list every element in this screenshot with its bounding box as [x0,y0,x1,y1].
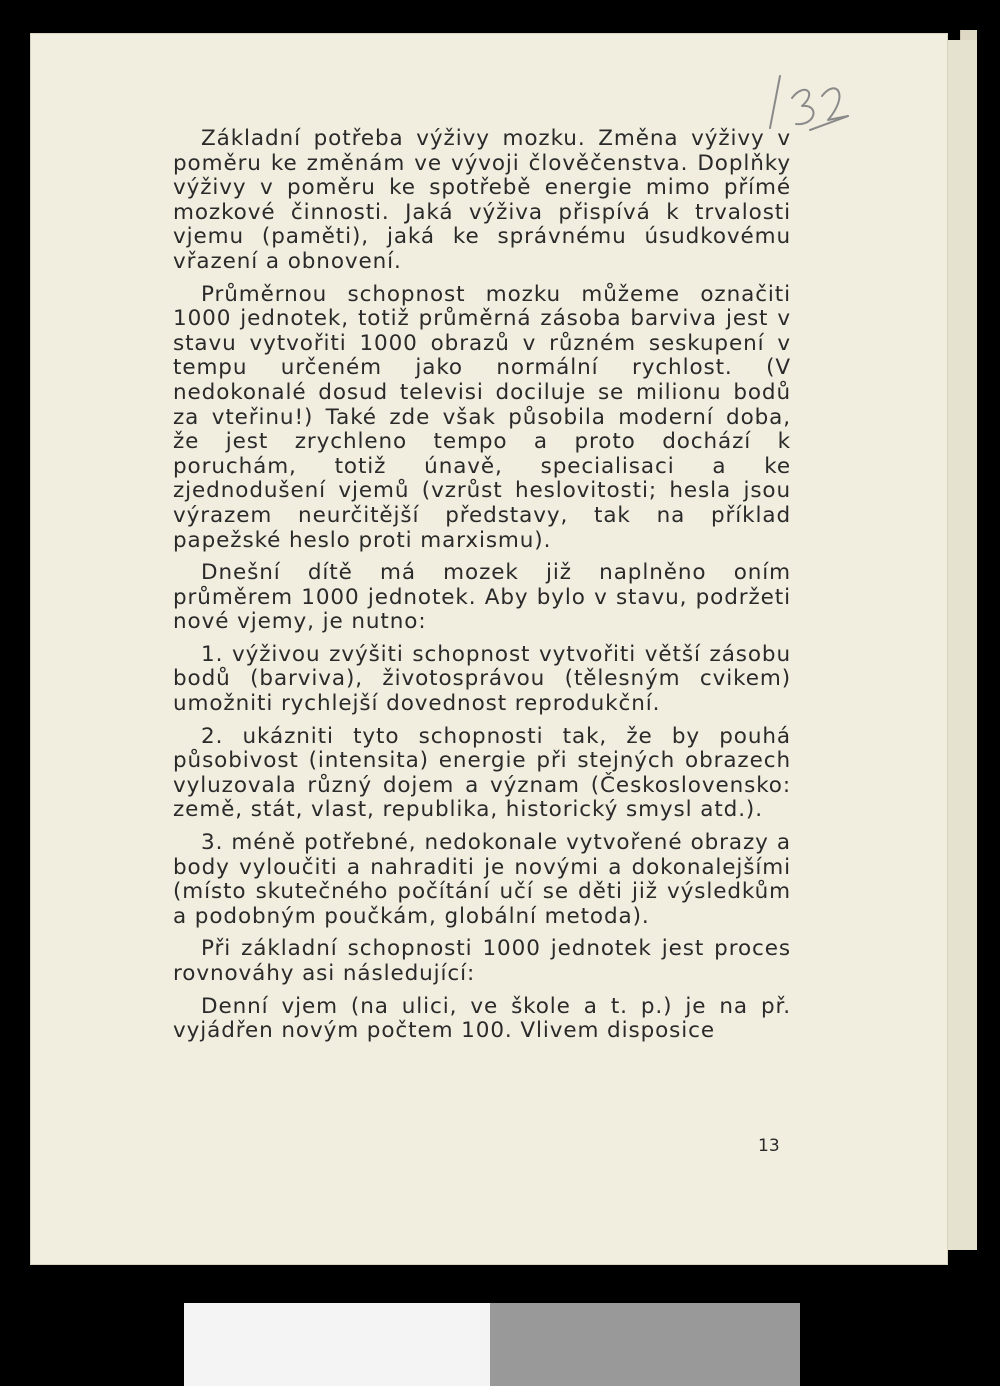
page-number: 13 [758,1136,780,1156]
paragraph-2: Průměrnou schopnost mozku můžeme označiti 1000 jednotek, totiž průměrná zásoba barviva jest v stavu vytvořiti 1000 obrazů v různém seskupení v tempu určeném jako normální rychlost. (V nedokonalé dosud televisi dociluje se milionu bodů za vteřinu!) Také zde však působila moderní doba, že jest zrychleno tempo a proto dochází k poruchám, totiž únavě, specialisaci a ke zjednodušení vjemů (vzrůst heslovitosti; hesla jsou výrazem neurčitější představy, tak na příklad papežské heslo proti marxismu). [173,281,791,553]
paragraph-1: Základní potřeba výživy mozku. Změna výživy v poměru ke změnám ve vývoji člověčenstva. Doplňky výživy v poměru ke spotřebě energie mimo přímé mozkové činnosti. Jaká výživa přispívá k trvalosti vjemu (paměti), jaká ke správnému úsudkovému vřazení a obnovení. [173,126,791,274]
paragraph-3: Dnešní dítě má mozek již naplněno oním průměrem 1000 jednotek. Aby bylo v stavu, podržeti nové vjemy, je nutno: [173,560,791,635]
paragraph-4: Při základní schopnosti 1000 jednotek jest proces rovnováhy asi následující: [173,936,791,986]
list-item-2: 2. ukázniti tyto schopnosti tak, že by pouhá působivost (intensita) energie při stejných obrazech vyluzovala různý dojem a význam (Československo: země, stát, vlast, republika, historický smysl atd.). [173,723,791,823]
document-body [173,127,791,1052]
list-item-3: 3. méně potřebné, nedokonale vytvořené obrazy a body vyloučiti a nahraditi je novými a dokonalejšími (místo skutečného počítání učí se děti již výsledkům a podobným poučkám, globální metoda). [173,830,791,929]
paragraph-5: Denní vjem (na ulici, ve škole a t. p.) je na př. vyjádřen novým počtem 100. Vlivem disposice [173,993,791,1044]
calibration-card-white [184,1303,490,1386]
calibration-card-gray [490,1303,800,1386]
list-item-1: 1. výživou zvýšiti schopnost vytvořiti větší zásobu bodů (barviva), životosprávou (tělesným cvikem) umožniti rychlejší dovednost reprodukční. [173,641,791,717]
